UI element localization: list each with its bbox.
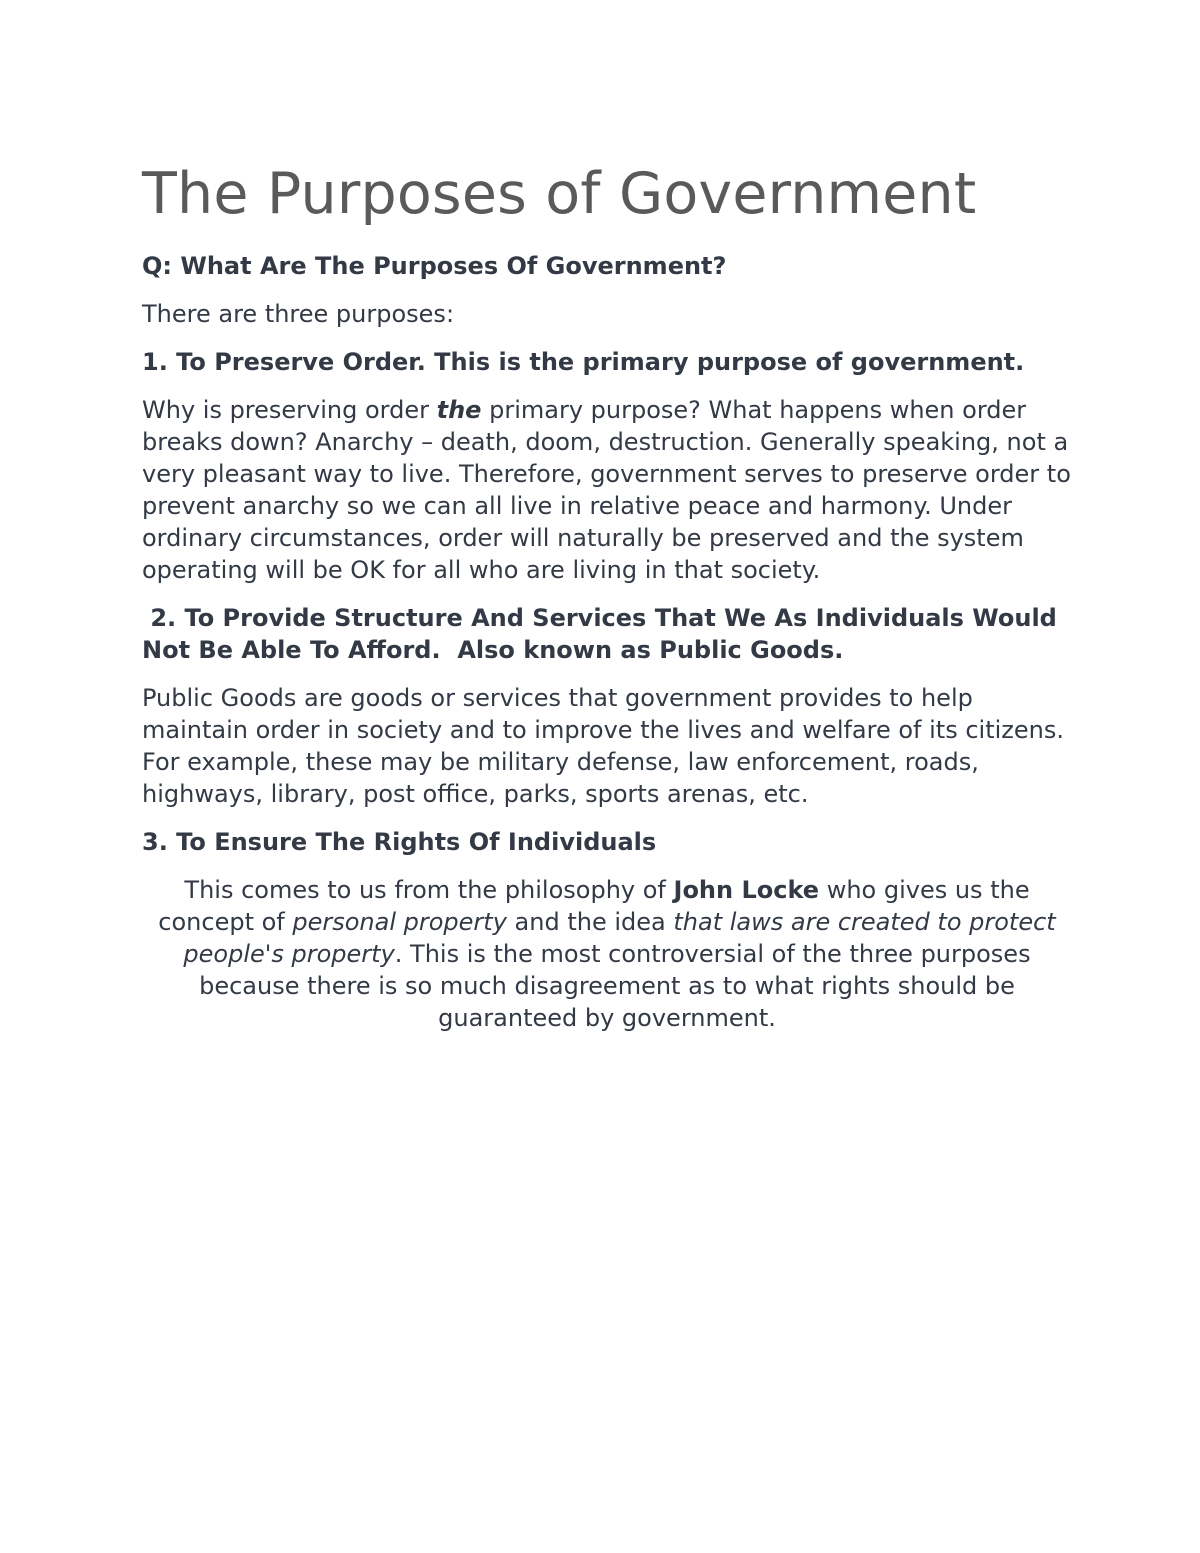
purpose-1-emphasis: the <box>436 396 482 425</box>
purpose-2-heading: 2. To Provide Structure And Services That We As Individuals Would Not Be Able To Afford. Also known as Public Goods. <box>142 604 1066 665</box>
purpose-3-text-c: and the idea <box>506 908 674 937</box>
purpose-1-text-b: primary purpose? What happens when order breaks down? Anarchy – death, doom, destruction. Generally speaking, not a very pleasant way to live. Therefore, government serves to preserve order to prevent anarchy so we can all live in relative peace and harmony. Under ordinary circumstances, order will naturally be preserved and the system operating will be OK for all who are living in that society. <box>142 396 1071 585</box>
purpose-1-text-a: Why is preserving order <box>142 396 437 425</box>
purpose-3-text-d: . This is the most controversial of the three purposes because there is so much disagreement as to what rights should be guaranteed by government. <box>199 940 1031 1033</box>
john-locke-name: John Locke <box>673 876 820 905</box>
purpose-2-body: Public Goods are goods or services that government provides to help maintain order in society and to improve the lives and welfare of its citizens. For example, these may be military defense, law enforcement, roads, highways, library, post office, parks, sports arenas, etc. <box>142 684 1064 809</box>
purpose-1-heading: 1. To Preserve Order. This is the primary purpose of government. <box>142 348 1025 377</box>
purpose-3-text-a: This comes to us from the philosophy of <box>184 876 674 905</box>
purpose-1-body <box>142 394 1072 586</box>
purpose-3-body <box>142 874 1072 1034</box>
page-title: The Purposes of Government <box>142 161 977 227</box>
purpose-3-heading: 3. To Ensure The Rights Of Individuals <box>142 828 657 857</box>
question-heading: Q: What Are The Purposes Of Government? <box>142 252 727 281</box>
purpose-3-text-b: who gives us the concept of <box>158 876 1030 937</box>
laws-protect-property-phrase: that laws are created to protect people's property <box>183 908 1056 969</box>
intro-paragraph: There are three purposes: <box>142 300 455 329</box>
document-content <box>142 160 1072 1050</box>
personal-property-term: personal property <box>292 908 507 937</box>
